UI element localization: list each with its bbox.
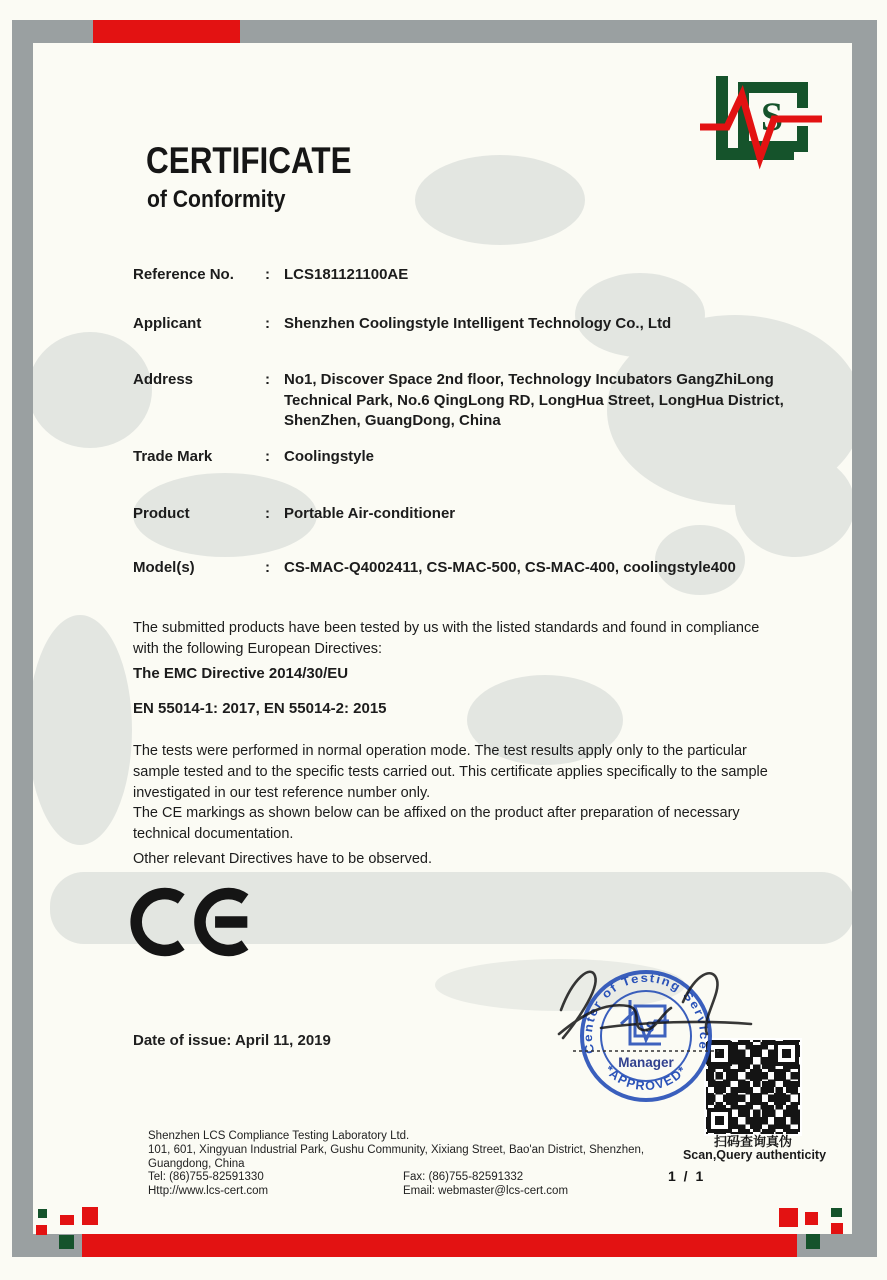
footer-lab-info xyxy=(148,1130,708,1199)
field-label: Applicant xyxy=(133,315,202,332)
statement-tests: The tests were performed in normal operation mode. The test results apply only to the particular sample tested and to the specific tests carried out. This certificate applies specifically to the sample investigated in our test reference number only. xyxy=(133,743,768,802)
deco-square xyxy=(38,1209,47,1218)
field-label: Model(s) xyxy=(133,559,195,576)
footer-tel: Tel: (86)755-82591330 xyxy=(148,1171,264,1184)
field-colon: : xyxy=(265,448,270,465)
approval-stamp xyxy=(543,948,761,1126)
footer-email: Email: webmaster@lcs-cert.com xyxy=(403,1185,569,1198)
field-label: Product xyxy=(133,505,190,522)
ce-mark-icon xyxy=(129,884,275,960)
field-colon: : xyxy=(265,505,270,522)
field-value: Shenzhen Coolingstyle Intelligent Technology Co., Ltd xyxy=(284,315,672,332)
lcs-logo-icon xyxy=(700,70,860,178)
deco-square xyxy=(779,1208,798,1227)
field-row-models xyxy=(133,558,793,579)
field-row-product xyxy=(133,504,793,525)
field-row-address xyxy=(133,370,793,432)
statement-other-directives: Other relevant Directives have to be observed. xyxy=(133,851,433,867)
field-value: No1, Discover Space 2nd floor, Technology Incubators GangZhiLong Technical Park, No.6 QingLong RD, LongHua Street, LongHua District, ShenZhen, GuangDong, China xyxy=(284,371,784,430)
field-label: Reference No. xyxy=(133,266,234,283)
statement-intro: The submitted products have been tested by us with the listed standards and found in compliance with the following European Directives: xyxy=(133,620,760,658)
stamp-ring-text: Center of Testing Service xyxy=(580,970,712,1056)
statement-ce-marking: The CE markings as shown below can be affixed on the product after preparation of necessary technical documentation. xyxy=(133,805,740,843)
field-colon: : xyxy=(265,315,270,332)
stamp-logo-letter: S xyxy=(645,1019,655,1036)
deco-square xyxy=(36,1225,47,1235)
qr-caption-zh: 扫码查询真伪 xyxy=(713,1134,792,1149)
deco-square xyxy=(82,1207,98,1225)
statement-standards: EN 55014-1: 2017, EN 55014-2: 2015 xyxy=(133,700,387,717)
stamp-role-text: Manager xyxy=(618,1055,674,1070)
logo-letter-s: S xyxy=(760,94,784,139)
field-label: Address xyxy=(133,371,194,388)
field-row-applicant xyxy=(133,314,793,335)
footer-address2: Guangdong, China xyxy=(148,1157,245,1170)
deco-square xyxy=(831,1223,843,1234)
frame-left-bar xyxy=(12,20,33,1257)
deco-square xyxy=(60,1215,74,1225)
footer-fax: Fax: (86)755-82591332 xyxy=(403,1171,524,1184)
field-colon: : xyxy=(265,371,270,388)
footer-company: Shenzhen LCS Compliance Testing Laboratory Ltd. xyxy=(148,1130,410,1142)
field-row-reference xyxy=(133,265,793,286)
deco-square xyxy=(805,1212,818,1225)
field-label: Trade Mark xyxy=(133,448,213,465)
field-colon: : xyxy=(265,266,270,283)
qr-caption-en: Scan,Query authenticity xyxy=(682,1148,827,1162)
field-value: Portable Air-conditioner xyxy=(284,505,456,522)
deco-square xyxy=(831,1208,842,1217)
date-of-issue: Date of issue: April 11, 2019 xyxy=(133,1032,331,1049)
frame-right-bar xyxy=(852,20,877,1257)
page-title: CERTIFICATE xyxy=(146,140,352,181)
field-row-trademark xyxy=(133,447,793,468)
page-indicator: 1 / 1 xyxy=(668,1168,706,1184)
frame-top-red-accent xyxy=(93,20,240,43)
field-colon: : xyxy=(265,559,270,576)
stamp-approved-text: *APPROVED* xyxy=(602,1062,690,1094)
field-value: CS-MAC-Q4002411, CS-MAC-500, CS-MAC-400, coolingstyle400 xyxy=(284,559,736,576)
field-value: LCS181121100AE xyxy=(284,266,409,283)
statement-directive: The EMC Directive 2014/30/EU xyxy=(133,665,349,682)
footer-address1: 101, 601, Xingyuan Industrial Park, Gushu Community, Xixiang Street, Bao'an District, Shenzhen, xyxy=(148,1143,645,1156)
frame-bottom-red-accent xyxy=(82,1234,797,1257)
deco-square xyxy=(806,1234,820,1249)
footer-website: Http://www.lcs-cert.com xyxy=(148,1185,269,1198)
qr-finder-icon xyxy=(774,1041,799,1066)
deco-square xyxy=(59,1235,74,1249)
field-value: Coolingstyle xyxy=(284,448,375,465)
page-subtitle: of Conformity xyxy=(147,186,286,213)
